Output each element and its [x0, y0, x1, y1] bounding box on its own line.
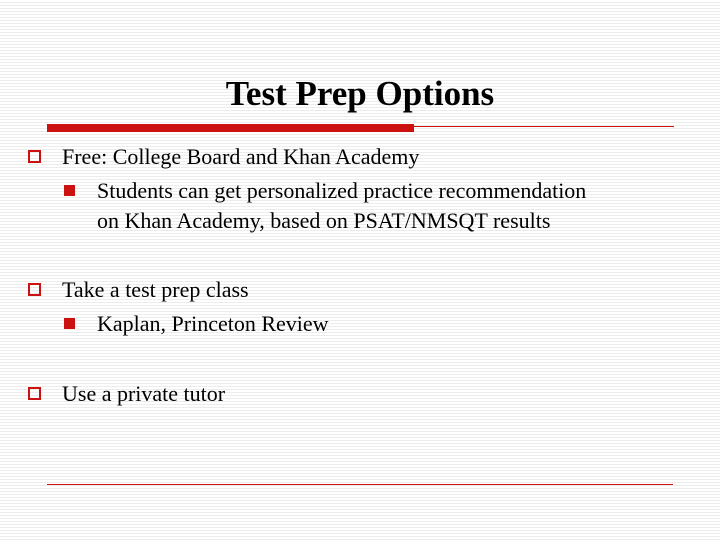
sub-bullet-text-continued: on Khan Academy, based on PSAT/NMSQT results: [97, 208, 551, 233]
title-divider-line: [414, 126, 674, 127]
bullet-text: Use a private tutor: [62, 381, 226, 406]
footer-divider-line: [47, 484, 673, 485]
slide-title: Test Prep Options: [225, 74, 495, 113]
hollow-square-bullet-icon: [28, 283, 41, 296]
bullet-text: Free: College Board and Khan Academy: [62, 144, 420, 169]
title-accent-bar: [47, 124, 414, 132]
hollow-square-bullet-icon: [28, 150, 41, 163]
hollow-square-bullet-icon: [28, 387, 41, 400]
filled-square-bullet-icon: [64, 185, 75, 196]
sub-bullet-text: Kaplan, Princeton Review: [97, 311, 329, 336]
bullet-text: Take a test prep class: [62, 277, 249, 302]
filled-square-bullet-icon: [64, 318, 75, 329]
sub-bullet-text: Students can get personalized practice recommendation: [97, 178, 587, 203]
